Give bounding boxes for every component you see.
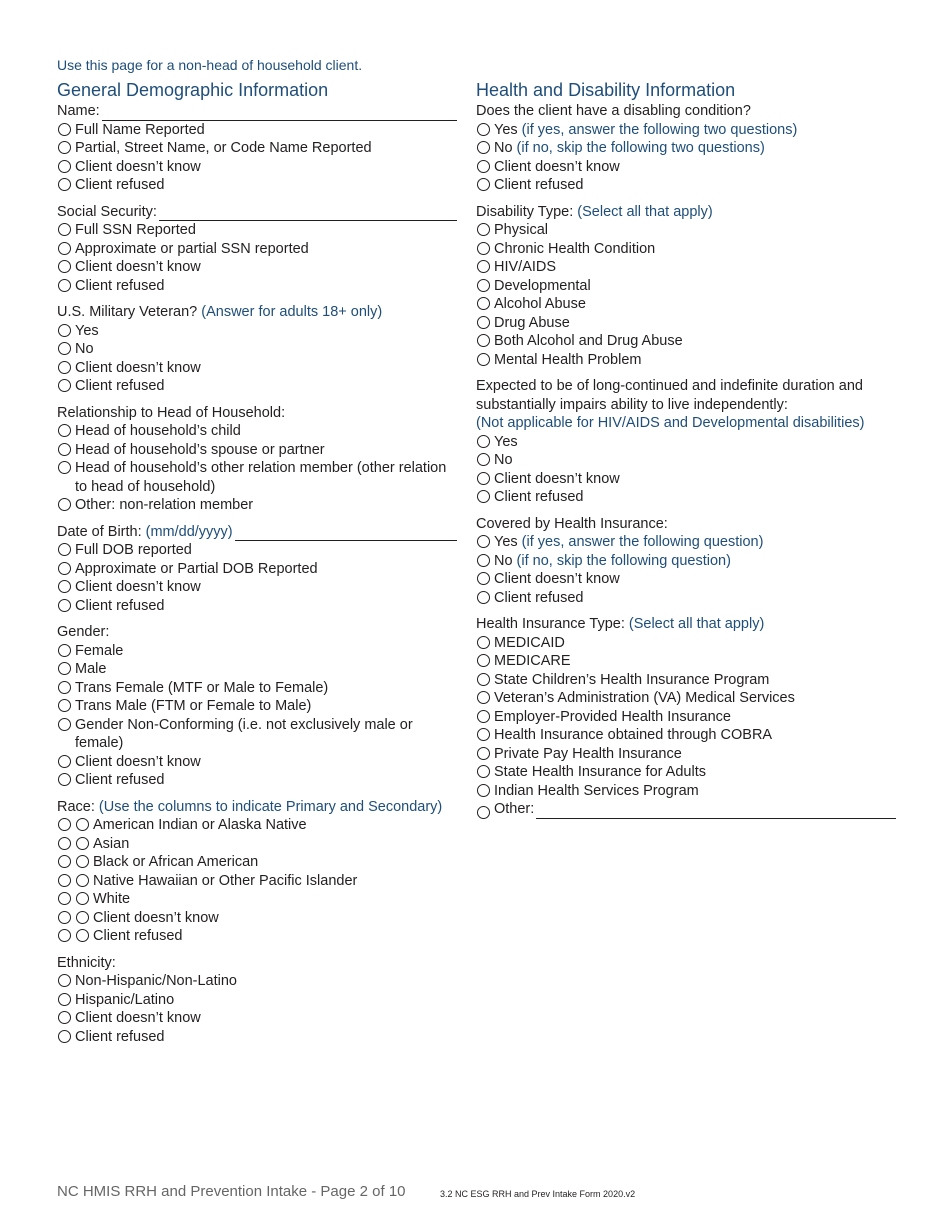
demographic-column — [57, 79, 457, 1054]
radio-button[interactable] — [477, 572, 490, 585]
radio-button[interactable] — [58, 342, 71, 355]
radio-button[interactable] — [477, 435, 490, 448]
disability-type-option-label: Mental Health Problem — [494, 351, 642, 368]
duration-section — [476, 377, 896, 507]
gender-option-label: Female — [75, 642, 124, 659]
gender-option-label: Male — [75, 661, 107, 677]
radio-button[interactable] — [477, 123, 490, 136]
ssn-option[interactable] — [57, 258, 457, 277]
gender-option[interactable] — [57, 716, 457, 753]
footer-form-version: 3.2 NC ESG RRH and Prev Intake Form 2020.v2 — [440, 1189, 636, 1199]
option-text: No — [494, 552, 513, 569]
option-note: (if no, skip the following two questions) — [516, 140, 765, 156]
ssn-option[interactable] — [57, 277, 457, 296]
veteran-section — [57, 303, 457, 396]
ethnicity-option[interactable] — [57, 991, 457, 1010]
secondary-radio-button[interactable] — [76, 837, 89, 850]
ssn-option-label: Client doesn’t know — [75, 259, 201, 275]
relationship-section — [57, 404, 457, 515]
ethnicity-option[interactable] — [57, 972, 457, 991]
gender-option[interactable] — [57, 771, 457, 790]
option-text: Yes — [494, 534, 518, 550]
dob-option[interactable] — [57, 541, 457, 560]
race-option-label: Client refused — [93, 928, 183, 944]
insurance-type-other-input-line[interactable] — [536, 805, 896, 819]
option-note: (if no, skip the following question) — [516, 552, 731, 569]
radio-button[interactable] — [58, 461, 71, 474]
race-options — [57, 816, 457, 946]
disability-type-note: (Select all that apply) — [577, 203, 713, 220]
radio-button[interactable] — [477, 223, 490, 236]
radio-button[interactable] — [477, 728, 490, 741]
insurance-type-question — [476, 615, 896, 634]
insurance-option[interactable] — [476, 552, 896, 571]
disability-type-option-label: Both Alcohol and Drug Abuse — [494, 333, 683, 349]
gender-option[interactable] — [57, 753, 457, 772]
radio-button[interactable] — [477, 710, 490, 723]
gender-label: Gender: — [57, 624, 110, 640]
radio-button[interactable] — [58, 379, 71, 392]
insurance-type-option-label: State Health Insurance for Adults — [494, 764, 706, 780]
radio-button[interactable] — [58, 178, 71, 191]
race-option[interactable] — [57, 872, 457, 891]
radio-button[interactable] — [58, 974, 71, 987]
dob-option-label: Client doesn’t know — [75, 579, 201, 595]
radio-button[interactable] — [58, 242, 71, 255]
secondary-radio-button[interactable] — [76, 929, 89, 942]
disability-type-option[interactable] — [476, 314, 896, 333]
name-option-label: Partial, Street Name, or Code Name Reported — [75, 140, 372, 156]
relationship-option[interactable] — [57, 422, 457, 441]
primary-radio-button[interactable] — [58, 929, 71, 942]
veteran-option[interactable] — [57, 359, 457, 378]
disability-type-label: Disability Type: — [476, 203, 574, 220]
radio-button[interactable] — [477, 784, 490, 797]
insurance-section — [476, 515, 896, 608]
gender-option-label: Gender Non-Conforming (i.e. not exclusively male or female) — [75, 716, 413, 751]
veteran-note: (Answer for adults 18+ only) — [201, 304, 383, 320]
race-option[interactable] — [57, 890, 457, 909]
name-option-label: Full Name Reported — [75, 121, 205, 138]
ethnicity-options — [57, 972, 457, 1046]
disability-type-question — [476, 203, 896, 222]
name-option[interactable] — [57, 139, 457, 158]
option-note: (if yes, answer the following question) — [521, 534, 764, 550]
gender-option[interactable] — [57, 679, 457, 698]
race-note: (Use the columns to indicate Primary and Secondary) — [98, 798, 443, 815]
radio-button[interactable] — [58, 141, 71, 154]
ssn-section — [57, 203, 457, 296]
disability-type-option[interactable] — [476, 295, 896, 314]
insurance-type-options — [476, 634, 896, 801]
radio-button[interactable] — [58, 424, 71, 437]
disability-type-option-label: Drug Abuse — [494, 314, 570, 331]
secondary-radio-button[interactable] — [76, 892, 89, 905]
insurance-option-label — [494, 570, 896, 589]
race-label: Race: — [57, 798, 95, 815]
secondary-radio-button[interactable] — [76, 818, 89, 831]
insurance-type-option-label: MEDICARE — [494, 653, 571, 669]
race-option[interactable] — [57, 927, 457, 946]
name-label: Name: — [57, 103, 100, 119]
relationship-label: Relationship to Head of Household: — [57, 404, 286, 421]
insurance-type-option[interactable] — [476, 745, 896, 764]
primary-radio-button[interactable] — [58, 837, 71, 850]
radio-button[interactable] — [477, 260, 490, 273]
radio-button[interactable] — [58, 361, 71, 374]
disability-type-option-label: Developmental — [494, 277, 591, 294]
radio-button[interactable] — [477, 747, 490, 760]
duration-option-label: Yes — [494, 433, 518, 450]
gender-options — [57, 642, 457, 790]
name-section — [57, 102, 457, 195]
radio-button[interactable] — [58, 160, 71, 173]
radio-button[interactable] — [477, 673, 490, 686]
ethnicity-option-label: Client refused — [75, 1028, 165, 1045]
duration-option[interactable] — [476, 451, 896, 470]
radio-button[interactable] — [477, 636, 490, 649]
duration-option-label: No — [494, 452, 513, 468]
dob-field — [57, 523, 457, 542]
duration-options — [476, 433, 896, 507]
health-column — [476, 79, 896, 827]
radio-button[interactable] — [58, 580, 71, 593]
relationship-option-label: Other: non-relation member — [75, 497, 254, 513]
radio-button[interactable] — [477, 279, 490, 292]
insurance-type-option-label: Indian Health Services Program — [494, 782, 699, 799]
health-heading: Health and Disability Information — [476, 80, 736, 100]
race-option[interactable] — [57, 816, 457, 835]
radio-button[interactable] — [58, 279, 71, 292]
dob-option-label: Full DOB reported — [75, 542, 192, 558]
insurance-type-option-label: Veteran’s Administration (VA) Medical Services — [494, 690, 795, 706]
disabling-options — [476, 121, 896, 195]
insurance-type-option-label: Private Pay Health Insurance — [494, 745, 682, 762]
disability-type-section — [476, 203, 896, 370]
race-option-label: Native Hawaiian or Other Pacific Islander — [93, 872, 358, 889]
radio-button[interactable] — [58, 324, 71, 337]
relationship-option[interactable] — [57, 441, 457, 460]
radio-button[interactable] — [477, 297, 490, 310]
veteran-option-label: No — [75, 341, 94, 357]
secondary-radio-button[interactable] — [76, 911, 89, 924]
ssn-options — [57, 221, 457, 295]
radio-button[interactable] — [58, 1030, 71, 1043]
insurance-option[interactable] — [476, 589, 896, 608]
radio-button[interactable] — [58, 699, 71, 712]
gender-option[interactable] — [57, 660, 457, 679]
race-option-label: Black or African American — [93, 854, 259, 870]
disability-type-option[interactable] — [476, 258, 896, 277]
disability-type-option-label: HIV/AIDS — [494, 259, 557, 275]
race-option[interactable] — [57, 853, 457, 872]
name-input-line[interactable] — [102, 107, 457, 121]
name-field — [57, 102, 457, 121]
dob-option[interactable] — [57, 578, 457, 597]
ssn-field — [57, 203, 457, 222]
option-text: No — [494, 140, 513, 156]
duration-option-label: Client doesn’t know — [494, 470, 620, 487]
insurance-type-option-label: State Children’s Health Insurance Program — [494, 671, 770, 688]
radio-button[interactable] — [477, 242, 490, 255]
disabling-option[interactable] — [476, 121, 896, 140]
veteran-option-label: Yes — [75, 322, 99, 339]
ssn-option-label: Approximate or partial SSN reported — [75, 240, 309, 257]
radio-button[interactable] — [477, 160, 490, 173]
ethnicity-option-label: Client doesn’t know — [75, 1010, 201, 1026]
veteran-option-label: Client doesn’t know — [75, 359, 201, 376]
gender-option[interactable] — [57, 697, 457, 716]
insurance-option-label — [494, 589, 896, 608]
duration-option[interactable] — [476, 433, 896, 452]
gender-option-label: Trans Female (MTF or Male to Female) — [75, 679, 329, 696]
primary-radio-button[interactable] — [58, 911, 71, 924]
dob-options — [57, 541, 457, 615]
disability-type-option[interactable] — [476, 332, 896, 351]
ssn-option[interactable] — [57, 240, 457, 259]
disabling-option-label — [494, 158, 896, 177]
primary-radio-button[interactable] — [58, 892, 71, 905]
dob-input-line[interactable] — [235, 527, 457, 541]
disabling-section — [476, 102, 896, 195]
insurance-type-option[interactable] — [476, 782, 896, 801]
insurance-type-option[interactable] — [476, 671, 896, 690]
option-note: (if yes, answer the following two questions) — [521, 121, 798, 138]
intro-note: Use this page for a non-head of household client. — [57, 57, 363, 73]
race-option-label: White — [93, 891, 131, 907]
dob-section — [57, 523, 457, 616]
veteran-option[interactable] — [57, 322, 457, 341]
radio-button[interactable] — [58, 681, 71, 694]
radio-button[interactable] — [58, 644, 71, 657]
radio-button[interactable] — [58, 773, 71, 786]
disabling-option-label — [494, 139, 896, 158]
radio-button[interactable] — [58, 123, 71, 136]
secondary-radio-button[interactable] — [76, 855, 89, 868]
radio-button[interactable] — [58, 1011, 71, 1024]
name-option[interactable] — [57, 158, 457, 177]
insurance-option-label — [494, 533, 896, 552]
disabling-option-label — [494, 176, 896, 195]
gender-option-label: Client doesn’t know — [75, 753, 201, 770]
radio-button[interactable] — [477, 472, 490, 485]
duration-label: Expected to be of long-continued and indefinite duration and substantially impairs ability to live independently: — [476, 378, 863, 413]
name-option-label: Client refused — [75, 177, 165, 193]
duration-note: (Not applicable for HIV/AIDS and Developmental disabilities) — [476, 415, 865, 431]
name-option-label: Client doesn’t know — [75, 158, 201, 175]
radio-button[interactable] — [58, 662, 71, 675]
radio-button[interactable] — [477, 334, 490, 347]
race-option[interactable] — [57, 909, 457, 928]
name-option[interactable] — [57, 121, 457, 140]
dob-note: (mm/dd/yyyy) — [145, 523, 233, 540]
disabling-option[interactable] — [476, 158, 896, 177]
disability-type-option-label: Chronic Health Condition — [494, 240, 656, 257]
insurance-type-option[interactable] — [476, 708, 896, 727]
insurance-type-option[interactable] — [476, 726, 896, 745]
radio-button[interactable] — [477, 691, 490, 704]
insurance-type-label: Health Insurance Type: — [476, 616, 625, 632]
disabling-option[interactable] — [476, 139, 896, 158]
ssn-label: Social Security: — [57, 203, 157, 220]
radio-button[interactable] — [477, 178, 490, 191]
radio-button[interactable] — [58, 993, 71, 1006]
radio-button[interactable] — [58, 562, 71, 575]
radio-button[interactable] — [477, 453, 490, 466]
disability-type-option-label: Physical — [494, 222, 548, 238]
radio-button[interactable] — [58, 718, 71, 731]
radio-button[interactable] — [58, 543, 71, 556]
primary-radio-button[interactable] — [58, 874, 71, 887]
race-option[interactable] — [57, 835, 457, 854]
race-section — [57, 798, 457, 946]
radio-button[interactable] — [477, 806, 490, 819]
radio-button[interactable] — [58, 443, 71, 456]
radio-button[interactable] — [477, 535, 490, 548]
radio-button[interactable] — [477, 554, 490, 567]
demographic-heading: General Demographic Information — [57, 80, 329, 100]
race-option-label: American Indian or Alaska Native — [93, 817, 307, 833]
radio-button[interactable] — [58, 498, 71, 511]
insurance-type-option[interactable] — [476, 652, 896, 671]
primary-radio-button[interactable] — [58, 818, 71, 831]
gender-section — [57, 623, 457, 790]
relationship-option-label: Head of household’s child — [75, 423, 241, 439]
ssn-option-label: Full SSN Reported — [75, 222, 196, 238]
insurance-type-option[interactable] — [476, 689, 896, 708]
footer-page-label: NC HMIS RRH and Prevention Intake - Page 2 of 10 — [57, 1183, 406, 1200]
insurance-type-note: (Select all that apply) — [628, 616, 765, 632]
insurance-type-option[interactable] — [476, 634, 896, 653]
ethnicity-label: Ethnicity: — [57, 954, 116, 971]
veteran-option-label: Client refused — [75, 378, 165, 394]
insurance-type-other — [476, 800, 896, 819]
name-options — [57, 121, 457, 195]
insurance-type-option-label: Health Insurance obtained through COBRA — [494, 727, 773, 743]
race-option-label: Asian — [93, 835, 130, 852]
dob-option[interactable] — [57, 597, 457, 616]
gender-option-label: Trans Male (FTM or Female to Male) — [75, 698, 312, 714]
insurance-options — [476, 533, 896, 607]
ethnicity-option-label: Hispanic/Latino — [75, 991, 175, 1008]
relationship-option-label: Head of household’s other relation member (other relation to head of household) — [75, 460, 447, 495]
veteran-options — [57, 322, 457, 396]
veteran-question — [57, 303, 457, 322]
secondary-radio-button[interactable] — [76, 874, 89, 887]
insurance-option[interactable] — [476, 533, 896, 552]
veteran-label: U.S. Military Veteran? — [57, 304, 198, 320]
relationship-options — [57, 422, 457, 515]
radio-button[interactable] — [477, 591, 490, 604]
ethnicity-option-label: Non-Hispanic/Non-Latino — [75, 973, 237, 989]
ssn-option-label: Client refused — [75, 277, 165, 294]
option-text: Client refused — [494, 589, 584, 606]
insurance-type-option-label: MEDICAID — [494, 634, 565, 651]
insurance-type-section — [476, 615, 896, 819]
disability-type-option[interactable] — [476, 240, 896, 259]
ssn-input-line[interactable] — [159, 207, 457, 221]
dob-option[interactable] — [57, 560, 457, 579]
race-question — [57, 798, 457, 817]
insurance-type-option-label: Employer-Provided Health Insurance — [494, 708, 731, 725]
disability-type-option-label: Alcohol Abuse — [494, 296, 586, 312]
radio-button[interactable] — [477, 765, 490, 778]
radio-button[interactable] — [477, 654, 490, 667]
relationship-option-label: Head of household’s spouse or partner — [75, 441, 325, 458]
gender-option-label: Client refused — [75, 772, 165, 788]
radio-button[interactable] — [58, 599, 71, 612]
insurance-type-option[interactable] — [476, 763, 896, 782]
primary-radio-button[interactable] — [58, 855, 71, 868]
duration-option[interactable] — [476, 470, 896, 489]
disabling-option-label — [494, 121, 896, 140]
disability-type-option[interactable] — [476, 221, 896, 240]
radio-button[interactable] — [477, 316, 490, 329]
insurance-label: Covered by Health Insurance: — [476, 515, 668, 532]
relationship-option[interactable] — [57, 496, 457, 515]
disabling-label: Does the client have a disabling condition? — [476, 103, 751, 119]
gender-option[interactable] — [57, 642, 457, 661]
disability-type-option[interactable] — [476, 277, 896, 296]
dob-option-label: Approximate or Partial DOB Reported — [75, 560, 318, 577]
option-text: Client doesn’t know — [494, 158, 620, 175]
dob-option-label: Client refused — [75, 597, 165, 614]
duration-option[interactable] — [476, 488, 896, 507]
disability-type-options — [476, 221, 896, 369]
option-text: Client refused — [494, 177, 584, 193]
veteran-option[interactable] — [57, 377, 457, 396]
disability-type-option[interactable] — [476, 351, 896, 370]
ethnicity-section — [57, 954, 457, 1047]
ethnicity-option[interactable] — [57, 1009, 457, 1028]
ssn-option[interactable] — [57, 221, 457, 240]
radio-button[interactable] — [58, 260, 71, 273]
name-option[interactable] — [57, 176, 457, 195]
option-text: Yes — [494, 121, 518, 138]
veteran-option[interactable] — [57, 340, 457, 359]
insurance-type-other-label: Other: — [494, 801, 535, 817]
insurance-option[interactable] — [476, 570, 896, 589]
insurance-option-label — [494, 552, 896, 571]
relationship-option[interactable] — [57, 459, 457, 496]
option-text: Client doesn’t know — [494, 571, 620, 587]
duration-option-label: Client refused — [494, 489, 584, 505]
radio-button[interactable] — [58, 223, 71, 236]
radio-button[interactable] — [58, 755, 71, 768]
race-option-label: Client doesn’t know — [93, 909, 219, 926]
dob-label: Date of Birth: — [57, 523, 142, 540]
ethnicity-option[interactable] — [57, 1028, 457, 1047]
radio-button[interactable] — [477, 490, 490, 503]
disabling-option[interactable] — [476, 176, 896, 195]
radio-button[interactable] — [477, 141, 490, 154]
radio-button[interactable] — [477, 353, 490, 366]
